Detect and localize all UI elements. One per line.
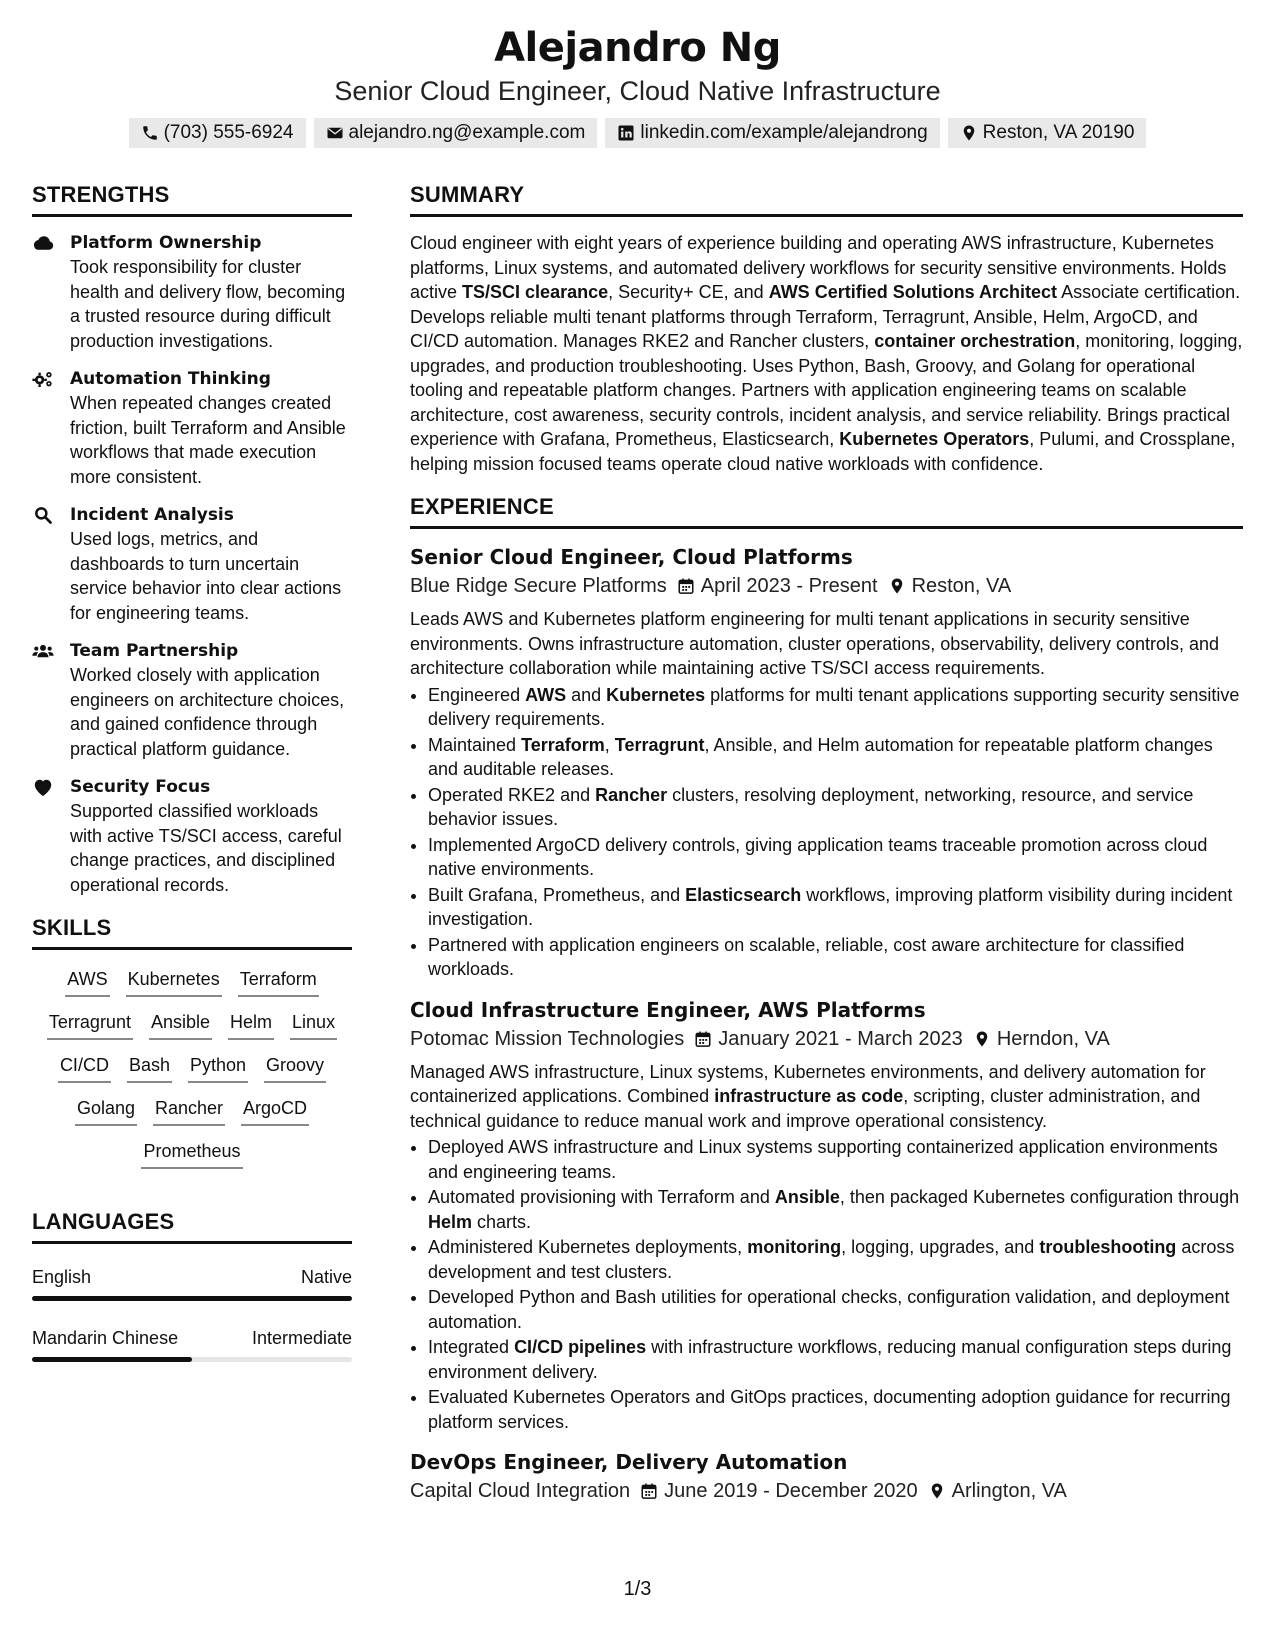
skill-tag: ArgoCD (241, 1097, 309, 1126)
job-description: Leads AWS and Kubernetes platform engineering for multi tenant applications in security sensitive environments. Owns infrastructure automation, cluster operations, observability, delivery controls, and architecture collaboration while maintaining active TS/SCI access requirements. (410, 609, 1220, 678)
strength-description: Took responsibility for cluster health and delivery flow, becoming a trusted resource during difficult production investigations. (70, 257, 346, 351)
languages-heading: LANGUAGES (32, 1209, 352, 1244)
candidate-headline: Senior Cloud Engineer, Cloud Native Infrastructure (334, 76, 941, 106)
strength-description: Worked closely with application engineers on architecture choices, and gained confidence through practical platform guidance. (70, 665, 345, 759)
linkedin-icon (617, 124, 635, 142)
skill-tag: Rancher (153, 1097, 225, 1126)
bullet-item: • Operated RKE2 and Rancher clusters, resolving deployment, networking, resource, and service behavior issues. (428, 783, 1243, 832)
candidate-name: Alejandro Ng (494, 25, 781, 71)
company-name: Capital Cloud Integration (410, 1480, 631, 1502)
skills-heading: SKILLS (32, 915, 352, 950)
skills-list (32, 964, 352, 1169)
strength-description: When repeated changes created friction, built Terraform and Ansible workflows that made execution more consistent. (70, 393, 346, 487)
strength-title: Incident Analysis (70, 505, 234, 525)
language-item (32, 1266, 352, 1301)
strength-title: Security Focus (70, 777, 211, 797)
contact-text: alejandro.ng@example.com (348, 122, 586, 143)
proficiency-fill (32, 1296, 352, 1301)
bullet-item: • Implemented ArgoCD delivery controls, giving application teams traceable promotion across cloud native environments. (428, 833, 1243, 882)
skill-tag: CI/CD (58, 1054, 111, 1083)
bullet-item: • Automated provisioning with Terraform and Ansible, then packaged Kubernetes configuration through Helm charts. (428, 1185, 1243, 1234)
job-location: Herndon, VA (996, 1027, 1110, 1050)
bullet-item: • Administered Kubernetes deployments, monitoring, logging, upgrades, and troubleshooting across development and test clusters. (428, 1235, 1243, 1284)
bullet-item: • Developed Python and Bash utilities for operational checks, configuration validation, and deployment automation. (428, 1285, 1243, 1334)
proficiency-bar (32, 1296, 352, 1301)
job-bullets (410, 1135, 1243, 1434)
skill-tag: Python (188, 1054, 248, 1083)
strength-description: Used logs, metrics, and dashboards to turn uncertain service behavior into clear actions for engineering teams. (70, 529, 342, 623)
heart-icon (32, 775, 70, 897)
map-pin-icon (888, 577, 906, 595)
contact-item[interactable] (948, 118, 1147, 148)
bullet-item: • Built Grafana, Prometheus, and Elasticsearch workflows, improving platform visibility during incident investigation. (428, 883, 1243, 932)
skill-tag: Terraform (238, 968, 319, 997)
resume-header (0, 0, 1275, 148)
job-location: Reston, VA (911, 575, 1012, 597)
company-name: Potomac Mission Technologies (410, 1027, 685, 1050)
experience-heading: EXPERIENCE (410, 494, 1243, 529)
strength-title: Platform Ownership (70, 233, 262, 253)
envelope-icon (326, 124, 344, 142)
skills-row (42, 1054, 342, 1083)
bullet-item: • Partnered with application engineers on scalable, reliable, cost aware architecture for classified workloads. (428, 933, 1243, 982)
skill-tag: Ansible (149, 1011, 212, 1040)
strength-title: Team Partnership (70, 641, 239, 661)
job-description: Managed AWS infrastructure, Linux systems, Kubernetes environments, and delivery automation for containerized applications. Combined infrastructure as code, scripting, cluster administration, and technical guidance to reduce manual work and improve operational consistency. (410, 1061, 1206, 1131)
job-dates: June 2019 - December 2020 (664, 1480, 918, 1502)
bullet-item: • Engineered AWS and Kubernetes platforms for multi tenant applications supporting security sensitive delivery requirements. (428, 683, 1243, 732)
map-pin-icon (973, 1030, 991, 1048)
map-pin-icon (960, 124, 978, 142)
job-meta (410, 1476, 1243, 1506)
skills-row (42, 1140, 342, 1169)
bullet-item: • Deployed AWS infrastructure and Linux systems supporting containerized application environments and engineering teams. (428, 1135, 1243, 1184)
right-column (410, 182, 1243, 1520)
skill-tag: Linux (290, 1011, 337, 1040)
job-entry (410, 1448, 1243, 1506)
skill-tag: Kubernetes (126, 968, 222, 997)
strengths-heading: STRENGTHS (32, 182, 352, 217)
strength-item (32, 775, 352, 897)
skill-tag: AWS (65, 968, 109, 997)
proficiency-fill (32, 1357, 192, 1362)
company-name: Blue Ridge Secure Platforms (410, 575, 667, 597)
calendar-icon (677, 577, 695, 595)
calendar-icon (694, 1030, 712, 1048)
summary-text: Cloud engineer with eight years of experience building and operating AWS infrastructure, Kubernetes platforms, Linux systems, and automated delivery workflows for security sensitive environments. Holds active TS/SCI clearance, Security+ CE, and AWS Certified Solutions Architect Associate certification. Develops reliable multi tenant platforms through Terraform, Terragrunt, Ansible, Helm, ArgoCD, and CI/CD automation. Manages RKE2 and Rancher clusters, container orchestration, monitoring, logging, upgrades, and production troubleshooting. Uses Python, Bash, Groovy, and Golang for operational tooling and repeatable platform changes. Partners with application engineering teams on scalable architecture, cost awareness, security controls, incident analysis, and service reliability. Brings practical experience with Grafana, Prometheus, Elasticsearch, Kubernetes Operators, Pulumi, and Crossplane, helping mission focused teams operate cloud native workloads with confidence. (410, 233, 1243, 474)
skill-tag: Prometheus (141, 1140, 242, 1169)
language-name: Mandarin Chinese (32, 1328, 179, 1348)
map-pin-icon (928, 1482, 946, 1500)
contact-text: linkedin.com/example/alejandrong (640, 122, 928, 143)
users-icon (32, 639, 70, 761)
language-item (32, 1327, 352, 1362)
contact-bar (0, 118, 1275, 148)
skills-row (42, 1097, 342, 1126)
job-dates: January 2021 - March 2023 (718, 1027, 963, 1050)
job-meta (410, 1024, 1243, 1054)
job-location: Arlington, VA (951, 1480, 1067, 1502)
skills-row (42, 1011, 342, 1040)
strength-item (32, 367, 352, 489)
strengths-list (32, 231, 352, 897)
job-entry (410, 543, 1243, 982)
proficiency-bar (32, 1357, 352, 1362)
strength-title: Automation Thinking (70, 369, 271, 389)
job-bullets (410, 683, 1243, 982)
search-icon (32, 503, 70, 625)
job-title: Senior Cloud Engineer, Cloud Platforms (410, 545, 853, 569)
contact-item[interactable] (605, 118, 939, 148)
summary-heading: SUMMARY (410, 182, 1243, 217)
job-title: DevOps Engineer, Delivery Automation (410, 1450, 848, 1474)
bullet-item: • Integrated CI/CD pipelines with infrastructure workflows, reducing manual configuration steps during environment delivery. (428, 1335, 1243, 1384)
skill-tag: Bash (127, 1054, 172, 1083)
job-entry (410, 996, 1243, 1435)
strength-item (32, 639, 352, 761)
contact-item (129, 118, 306, 148)
language-name: English (32, 1267, 92, 1287)
bullet-item: • Evaluated Kubernetes Operators and GitOps practices, documenting adoption guidance for recurring platform services. (428, 1385, 1243, 1434)
job-dates: April 2023 - Present (700, 575, 878, 597)
skill-tag: Golang (75, 1097, 137, 1126)
skill-tag: Helm (228, 1011, 274, 1040)
job-meta (410, 571, 1243, 601)
cloud-icon (32, 231, 70, 353)
page-number: 1/3 (623, 1578, 652, 1600)
contact-text: Reston, VA 20190 (982, 122, 1135, 143)
contact-item[interactable] (314, 118, 598, 148)
skills-row (42, 968, 342, 997)
languages-list (32, 1266, 352, 1362)
strength-item (32, 231, 352, 353)
skill-tag: Groovy (264, 1054, 326, 1083)
phone-icon (141, 124, 159, 142)
skill-tag: Terragrunt (47, 1011, 133, 1040)
bullet-item: • Maintained Terraform, Terragrunt, Ansible, and Helm automation for repeatable platform changes and auditable releases. (428, 733, 1243, 782)
strength-item (32, 503, 352, 625)
cogs-icon (32, 367, 70, 489)
job-title: Cloud Infrastructure Engineer, AWS Platforms (410, 997, 926, 1022)
language-level: Native (300, 1267, 352, 1287)
calendar-icon (640, 1482, 658, 1500)
contact-text: (703) 555-6924 (163, 122, 294, 143)
left-column (32, 182, 352, 1520)
strength-description: Supported classified workloads with active TS/SCI access, careful change practices, and disciplined operational records. (70, 801, 342, 895)
experience-list (410, 543, 1243, 1506)
language-level: Intermediate (251, 1328, 352, 1348)
